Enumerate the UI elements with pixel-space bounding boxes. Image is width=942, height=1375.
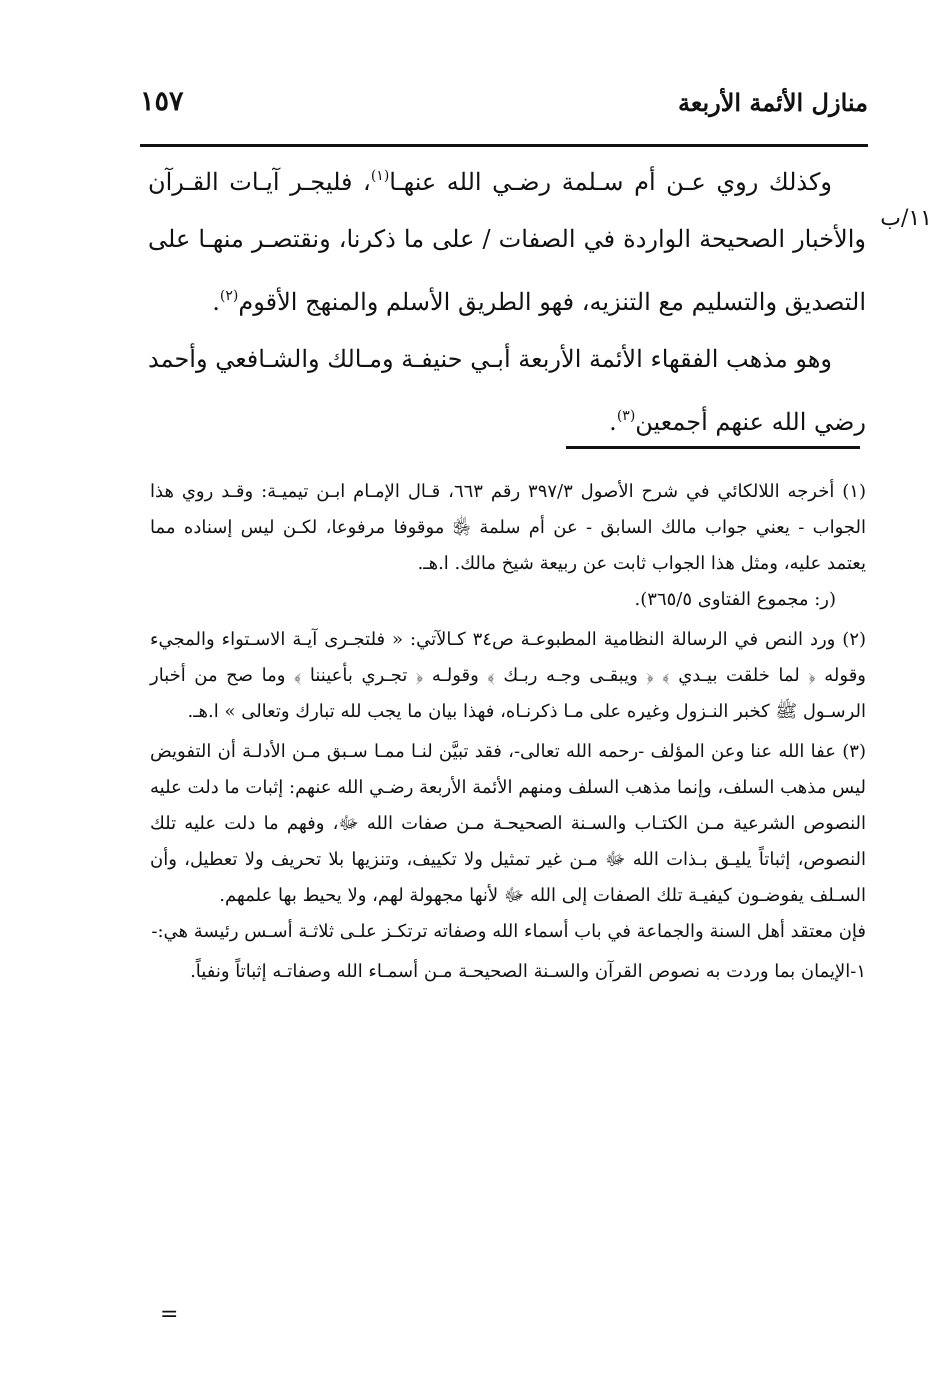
footnote-1-reference: (ر: مجموع الفتاوى ٣٦٥/٥). — [634, 589, 836, 610]
footnote-separator — [566, 446, 860, 449]
paragraph-2 — [148, 331, 866, 451]
footnote-ref-2: (٢) — [219, 288, 239, 304]
footnote-ref-1: (١) — [370, 168, 390, 184]
header-rule — [140, 144, 868, 147]
footnote-2: (٢) ورد النص في الرسالة النظامية المطبوعـة ص٣٤ كـالآتي: « فلتجـرى آيـة الاسـتواء والمجيء وقوله ﴿ لما خلقت بيـدي ﴾ ﴿ ويبقـى وجـه ربـك ﴾ وقولـه ﴿ تجـري بأعيننا ﴾ وما صح من أخبار الرسـول ﷺ كخبر النـزول وغيره على مـا ذكرنـاه، فهذا بيان ما يجب لله تبارك وتعالى » ا.هـ. — [150, 629, 867, 722]
footnotes — [150, 474, 866, 990]
continuation-mark: = — [160, 1302, 179, 1327]
footnote-3-list-item-1: ١-الإيمان بما وردت به نصوص القرآن والسـنة الصحيحـة مـن أسمـاء الله وصفاتـه إثباتاً ونفياً. — [190, 961, 866, 982]
paragraph-1-end: . — [212, 288, 220, 316]
footnote-1: (١) أخرجه اللالكائي في شرح الأصول ٣٩٧/٣ رقم ٦٦٣، قـال الإمـام ابـن تيميـة: وقـد روي هذا الجواب - يعني جواب مالك السابق - عن أم سلمة ﵂ موقوفا مرفوعا، لكـن ليس إسناده مما يعتمد عليه، ومثل هذا الجواب ثابت عن ربيعة شيخ مالك. ا.هـ. — [150, 481, 866, 574]
paragraph-1-text-b: ، فليجـر آيـات القـرآن والأخبار الصحيحة الواردة في الصفات / على ما ذكرنا، ونقتصـر منهـا على التصديق والتسليم مع التنزيه، فهو الطريق الأسلم والمنهج الأقوم — [148, 168, 866, 316]
page-header — [140, 84, 868, 134]
page-number: ١٥٧ — [140, 86, 184, 117]
footnote-3: (٣) عفا الله عنا وعن المؤلف -رحمه الله تعالى-، فقد تبيَّن لنـا ممـا سـبق مـن الأدلـة أن التفويض ليس مذهب السلف، وإنما مذهب السلف ومنهم الأئمة الأربعة رضـي الله عنهم: إثبات ما دلت عليه النصوص الشرعية مـن الكتـاب والسـنة الصحيحـة مـن صفات الله ﷻ، وفهم ما دلت عليه تلك النصوص، إثباتاً يليـق بـذات الله ﷻ مـن غير تمثيل ولا تكييف، وتنزيها بلا تحريف ولا تعطيل، وأن السـلف يفوضـون كيفيـة تلك الصفات إلى الله ﷻ لأنها مجهولة لهم، ولا يحيط بها علمهم. — [150, 741, 866, 906]
main-text — [148, 148, 866, 451]
running-title: منازل الأئمة الأربعة — [678, 88, 868, 117]
paragraph-1-text-a: وكذلك روي عـن أم سـلمة رضـي الله عنهـا — [389, 168, 833, 196]
paragraph-2-end: . — [609, 408, 617, 436]
footnote-3-continued: فإن معتقد أهل السنة والجماعة في باب أسماء الله وصفاته ترتكـز علـى ثلاثـة أسـس رئيسة هي:- — [151, 921, 866, 942]
footnote-ref-3: (٣) — [616, 408, 636, 424]
paragraph-1 — [148, 148, 866, 331]
paragraph-2-text: وهو مذهب الفقهاء الأئمة الأربعة أبـي حنيفـة ومـالك والشـافعي وأحمد رضي الله عنهم أجمعين — [148, 345, 866, 436]
manuscript-folio-note: ١١/ب — [880, 206, 932, 231]
